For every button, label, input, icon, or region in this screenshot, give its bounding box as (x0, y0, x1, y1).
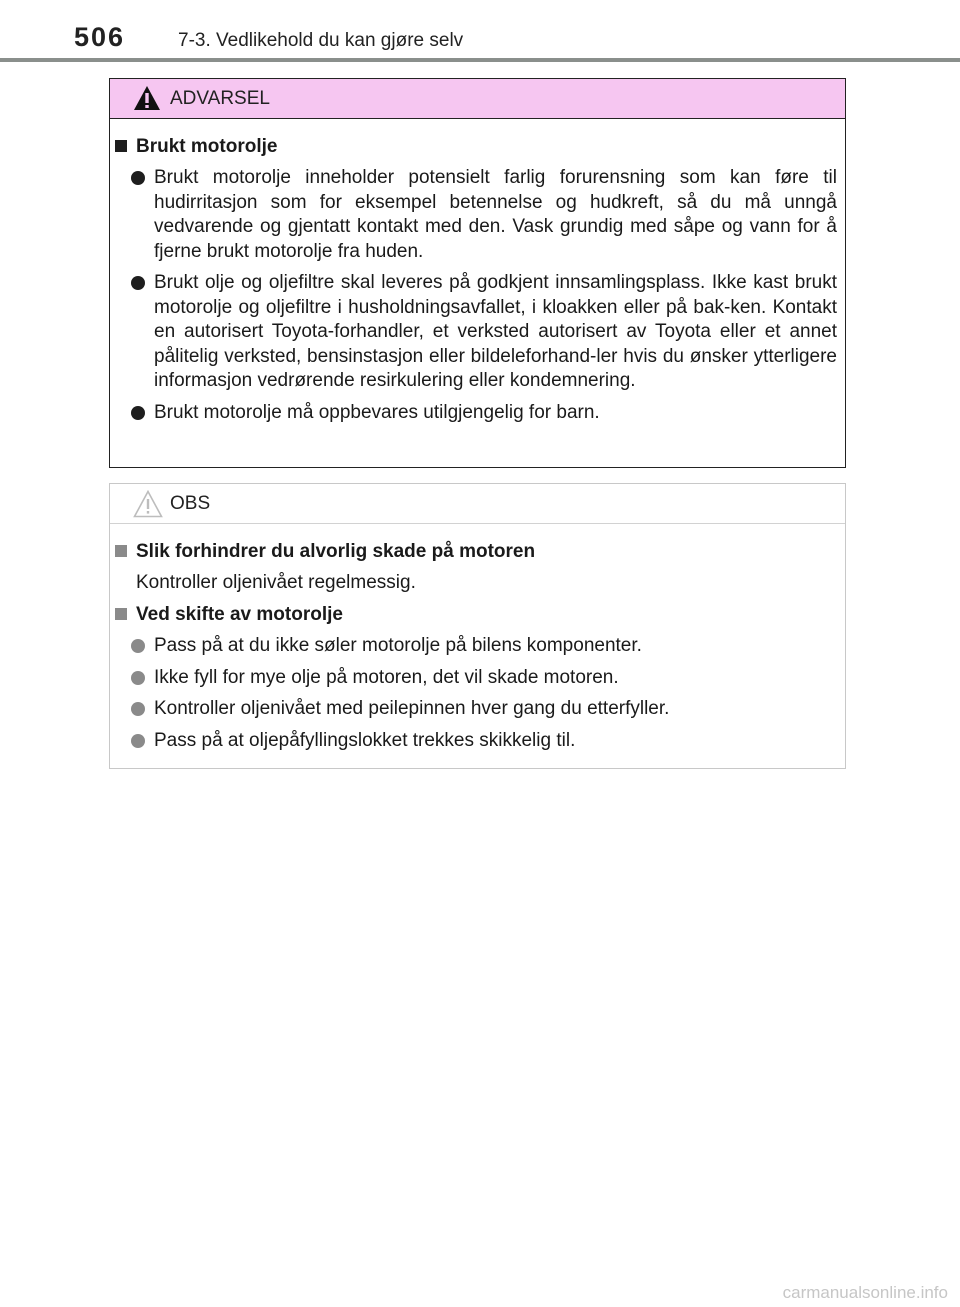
caution-heading (126, 603, 837, 627)
warning-body (110, 119, 845, 425)
caution-paragraph: Kontroller oljenivået regelmessig. (136, 572, 416, 593)
caution-heading-text: Slik forhindrer du alvorlig skade på motoren (136, 541, 536, 562)
square-bullet-icon (115, 545, 127, 557)
header-rule (0, 58, 960, 62)
warning-bullet (126, 401, 837, 426)
warning-label: ADVARSEL (170, 88, 270, 109)
caution-bullet-text: Ikke fyll for mye olje på motoren, det vil skade motoren. (154, 666, 619, 688)
caution-body (110, 524, 845, 753)
square-bullet-icon (115, 608, 127, 620)
warning-triangle-icon (133, 85, 161, 111)
bullet-dot-icon (131, 639, 145, 653)
warning-heading (126, 135, 837, 159)
caution-bullet (126, 666, 837, 691)
watermark: carmanualsonline.info (782, 1283, 948, 1302)
bullet-dot-icon (131, 702, 145, 716)
page-number: 506 (74, 22, 126, 52)
caution-triangle-outline-icon (133, 490, 163, 518)
bullet-dot-icon (131, 734, 145, 748)
caution-bullet-text: Pass på at oljepåfyllingslokket trekkes skikkelig til. (154, 729, 576, 751)
warning-bullet-text: Brukt motorolje må oppbevares utilgjengelig for barn. (154, 401, 600, 423)
page-header (0, 0, 960, 62)
caution-bullet-text: Kontroller oljenivået med peilepinnen hver gang du etterfyller. (154, 698, 670, 719)
warning-heading-text: Brukt motorolje (136, 136, 278, 157)
square-bullet-icon (115, 140, 127, 152)
caution-label: OBS (170, 493, 211, 514)
bullet-dot-icon (131, 671, 145, 685)
caution-bullet (126, 729, 837, 754)
warning-box (109, 78, 846, 468)
caution-header (110, 484, 845, 524)
warning-bullet (126, 271, 837, 394)
warning-bullet-text: Brukt motorolje inneholder potensielt farlig forurensning som kan føre til hudirritasjon som for eksempel betennelse og hudkreft, så du må unngå vedvarende og gjentatt kontakt med den. Vask grundig med såpe og vann for å fjerne brukt motorolje fra huden. (154, 167, 837, 262)
bullet-dot-icon (131, 406, 145, 420)
bullet-dot-icon (131, 171, 145, 185)
warning-bullet (126, 166, 837, 264)
warning-header (110, 79, 845, 119)
caution-box (109, 483, 846, 769)
bullet-dot-icon (131, 276, 145, 290)
caution-bullet (126, 697, 837, 722)
section-title: 7-3. Vedlikehold du kan gjøre selv (178, 30, 464, 51)
caution-bullet-text: Pass på at du ikke søler motorolje på bilens komponenter. (154, 635, 642, 656)
caution-bullet (126, 634, 837, 659)
caution-heading (126, 540, 837, 564)
warning-bullet-text: Brukt olje og oljefiltre skal leveres på godkjent innsamlingsplass. Ikke kast brukt motorolje og oljefiltre i husholdningsavfallet, i kloakken eller på bak-ken. Kontakt en autorisert Toyota-forhandler, et verksted autorisert av Toyota eller et annet pålitelig verksted, bensinstasjon eller bildeleforhand-ler hvis du ønsker ytterligere informasjon vedrørende resirkulering eller kondemnering. (154, 272, 837, 391)
caution-heading-text: Ved skifte av motorolje (136, 604, 343, 625)
